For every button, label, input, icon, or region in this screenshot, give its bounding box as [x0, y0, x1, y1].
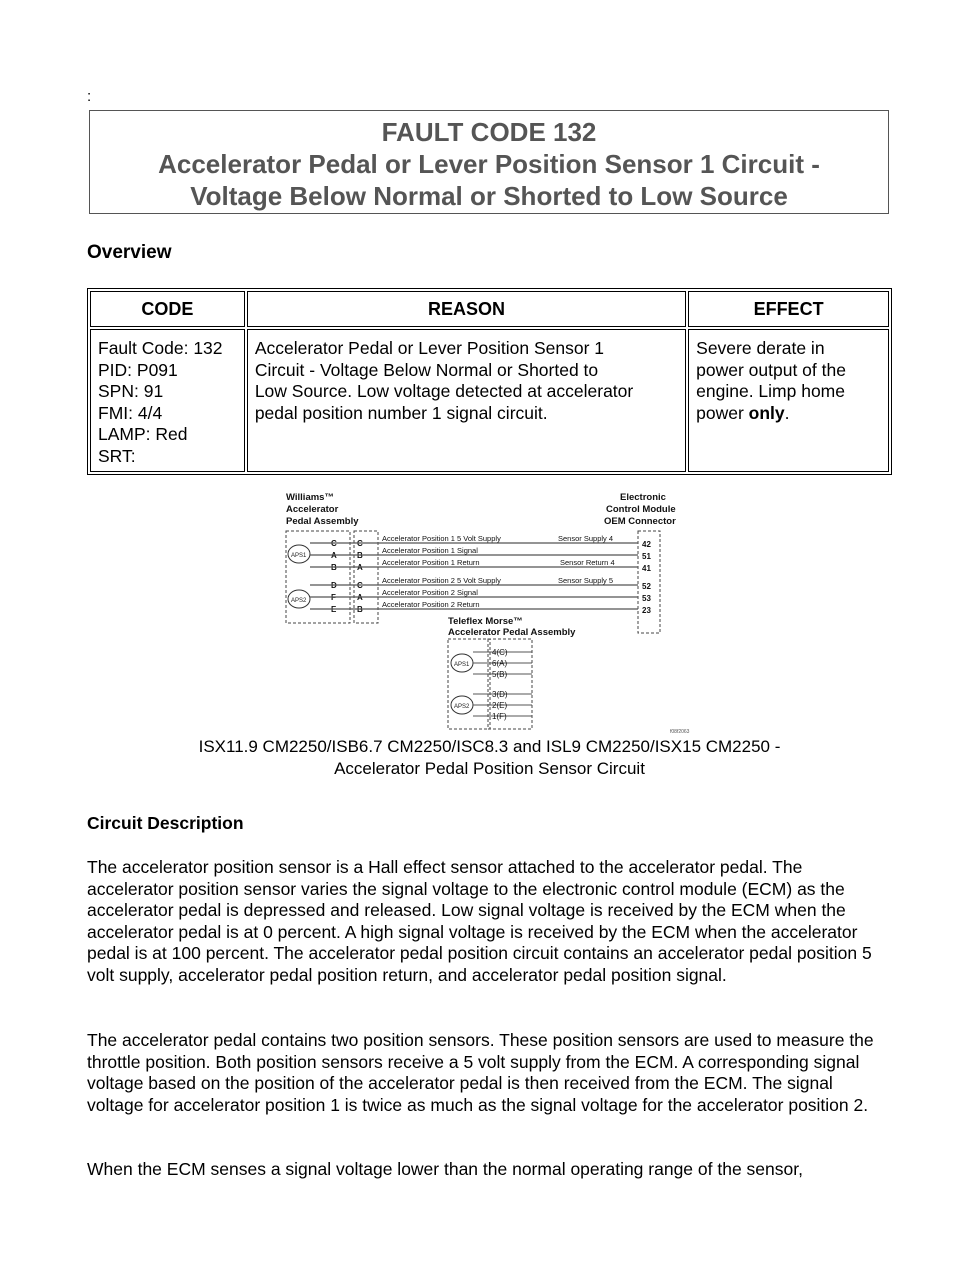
overview-heading: Overview	[87, 242, 172, 263]
effect-prefix: power	[696, 402, 749, 423]
reason-line: pedal position number 1 signal circuit.	[254, 402, 548, 423]
wire-label: Accelerator Position 1 5 Volt Supply	[382, 534, 501, 543]
ecm-pin: 23	[642, 606, 651, 615]
caption-line-2: Accelerator Pedal Position Sensor Circuit	[334, 759, 645, 778]
pin-label: B	[357, 605, 363, 614]
teleflex-title-2: Accelerator Pedal Assembly	[448, 627, 576, 638]
paragraph: The accelerator position sensor is a Hall effect sensor attached to the accelerator pedal. The accelerator position sensor varies the signal voltage to the electronic control module (ECM) as the accelerator pedal is depressed and released. Low signal voltage is received by the ECM when the accelerator pedal is at 0 percent. A high signal voltage is received by the ECM when the accelerator pedal is at 100 percent. The accelerator pedal position circuit contains an accelerator pedal position 5 volt supply, accelerator pedal position return, and accelerator pedal position signal.	[87, 857, 872, 985]
reason-line: Accelerator Pedal or Lever Position Sensor 1	[254, 338, 605, 358]
pin-label: B	[331, 563, 337, 572]
pin-label: A	[331, 551, 337, 560]
pin-label: C	[331, 539, 337, 548]
pin-label: F	[331, 593, 336, 602]
wire-label: Accelerator Position 2 5 Volt Supply	[382, 576, 501, 585]
table-row	[90, 329, 889, 472]
teleflex-pin: 3(D)	[492, 690, 508, 699]
fault-description-line-1: Accelerator Pedal or Lever Position Sensor 1 Circuit -	[158, 149, 820, 179]
circuit-description-heading: Circuit Description	[87, 813, 244, 833]
effect-cell	[688, 329, 889, 472]
teleflex-pin: 5(B)	[492, 670, 508, 679]
effect-line: power output of the	[696, 359, 846, 380]
code-line: LAMP: Red	[98, 424, 188, 444]
table-header-row	[90, 291, 889, 327]
ecm-title-2: Control Module	[606, 504, 676, 515]
williams-title-2: Accelerator	[286, 504, 339, 515]
code-line: SPN: 91	[98, 381, 164, 401]
overview-table	[87, 288, 892, 475]
teleflex-pin: 6(A)	[492, 659, 508, 668]
paragraph: The accelerator pedal contains two position sensors. These position sensors are used to measure the throttle position. Both position sensors receive a 5 volt supply from the ECM. A corresponding signal voltage based on the position of the accelerator pedal is then received from the ECM. The signal voltage for accelerator position 1 is twice as much as the signal voltage for the accelerator position 2.	[87, 1030, 874, 1115]
code-cell	[90, 329, 245, 472]
pin-label: C	[357, 539, 363, 548]
sensor-supply-4-label: Sensor Supply 4	[558, 534, 614, 543]
aps2-label: APS2	[291, 598, 307, 604]
ecm-pin: 53	[642, 594, 651, 603]
code-line: SRT:	[98, 445, 136, 466]
sensor-return-4-label: Sensor Return 4	[560, 558, 615, 567]
pin-label: E	[331, 605, 337, 614]
paragraph: When the ECM senses a signal voltage lower than the normal operating range of the sensor,	[87, 1159, 803, 1179]
effect-line: Severe derate in	[696, 338, 825, 358]
header-reason: REASON	[247, 291, 686, 327]
pin-label: A	[357, 563, 363, 572]
leading-colon: :	[87, 88, 92, 105]
pin-label: D	[331, 581, 337, 590]
code-line: PID: P091	[98, 359, 178, 380]
williams-title-1: Williams™	[286, 492, 334, 503]
wire-label: Accelerator Position 1 Return	[382, 558, 480, 567]
caption-line-1: ISX11.9 CM2250/ISB6.7 CM2250/ISC8.3 and ISL9 CM2250/ISX15 CM2250 -	[198, 737, 781, 756]
ecm-pin: 42	[642, 540, 651, 549]
teleflex-aps2-label: APS2	[454, 704, 470, 710]
code-line: FMI: 4/4	[98, 402, 163, 423]
code-line: Fault Code: 132	[98, 338, 223, 358]
teleflex-pin: 1(F)	[492, 712, 507, 721]
fault-code-title: FAULT CODE 132	[381, 117, 597, 147]
reason-line: Circuit - Voltage Below Normal or Shorted to	[254, 359, 599, 380]
reason-cell	[247, 329, 686, 472]
pin-label: B	[357, 551, 363, 560]
teleflex-aps1-label: APS1	[454, 662, 470, 668]
wire-label: Accelerator Position 2 Return	[382, 600, 480, 609]
ecm-pin: 52	[642, 582, 651, 591]
pedal-circuit-diagram	[282, 487, 702, 735]
teleflex-pin: 2(E)	[492, 701, 508, 710]
fault-title-box	[89, 110, 889, 214]
ecm-title-3: OEM Connector	[604, 516, 676, 527]
teleflex-title-1: Teleflex Morse™	[448, 616, 523, 627]
ecm-pin: 41	[642, 564, 651, 573]
pin-label: C	[357, 581, 363, 590]
wire-label: Accelerator Position 2 Signal	[382, 588, 478, 597]
effect-bold-word: only	[748, 402, 785, 423]
sensor-supply-5-label: Sensor Supply 5	[558, 576, 614, 585]
wire-label: Accelerator Position 1 Signal	[382, 546, 478, 555]
aps1-label: APS1	[291, 553, 307, 559]
header-code: CODE	[90, 291, 245, 327]
fault-description-line-2: Voltage Below Normal or Shorted to Low Source	[190, 181, 788, 211]
ecm-pin: 51	[642, 552, 651, 561]
header-effect: EFFECT	[688, 291, 889, 327]
effect-line-last	[696, 403, 881, 425]
ecm-title-1: Electronic	[620, 492, 666, 503]
williams-title-3: Pedal Assembly	[286, 516, 359, 527]
reason-line: Low Source. Low voltage detected at accelerator	[254, 381, 634, 401]
effect-suffix: .	[784, 402, 790, 423]
pin-label: A	[357, 593, 363, 602]
teleflex-pin: 4(C)	[492, 648, 508, 657]
figure-id: f08f2063	[670, 729, 690, 735]
effect-line: engine. Limp home	[696, 381, 845, 401]
figure-caption	[87, 736, 892, 780]
